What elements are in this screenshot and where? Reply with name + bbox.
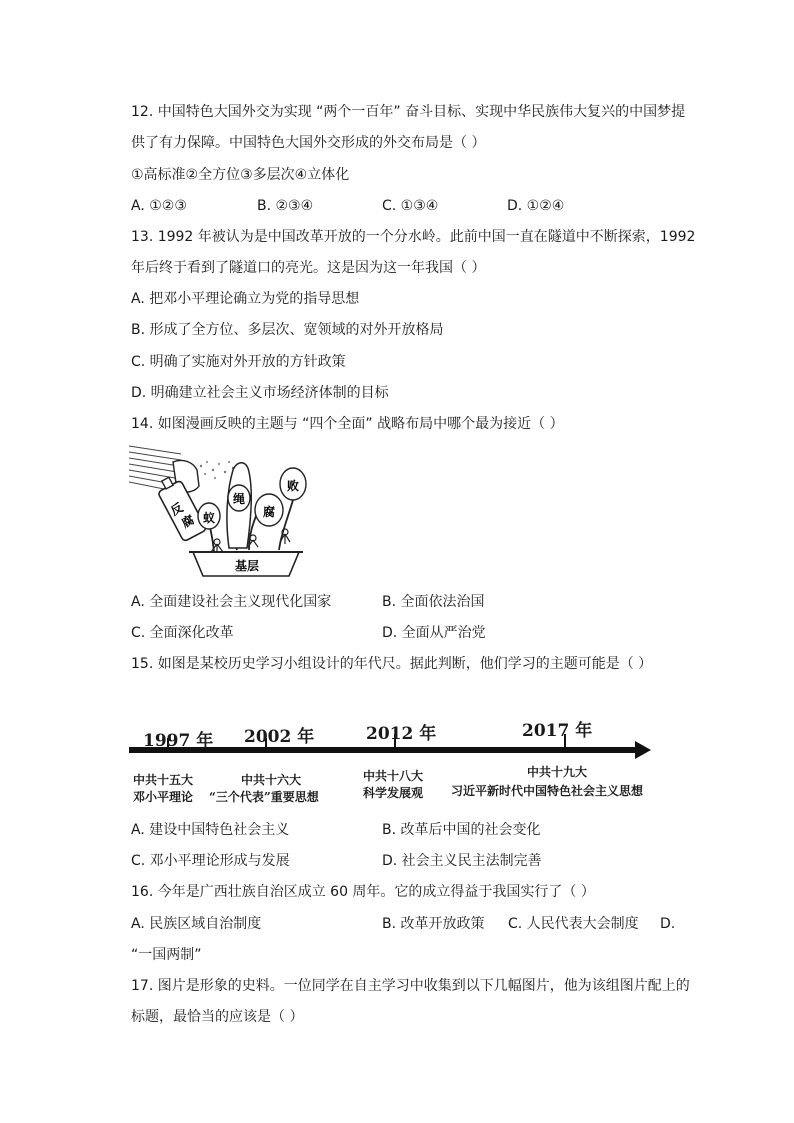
q13-option-b: B. 形成了全方位、多层次、宽领域的对外开放格局 (131, 322, 444, 338)
timeline-arrowhead (635, 741, 651, 759)
q15-stem: 15. 如图是某校历史学习小组设计的年代尺。据此判断，他们学习的主题可能是（ ） (131, 656, 653, 672)
q13-option-c: C. 明确了实施对外开放的方针政策 (131, 354, 346, 370)
q16-stem: 16. 今年是广西壮族自治区成立 60 周年。它的成立得益于我国实行了（ ） (131, 884, 595, 900)
q13-option-d: D. 明确建立社会主义市场经济体制的目标 (131, 385, 389, 401)
q16-option-d-text: “一国两制” (131, 947, 202, 963)
spray-mist (200, 461, 234, 479)
q15-option-c: C. 邓小平理论形成与发展 (131, 853, 290, 869)
timeline-event-1997-line2: 邓小平理论 (133, 790, 194, 804)
q16-option-a: A. 民族区域自治制度 (131, 916, 262, 932)
q16-option-b: B. 改革开放政策 (382, 916, 485, 932)
timeline-event-2002-line2: “三个代表”重要思想 (209, 790, 319, 804)
anti-corruption-cartoon (129, 440, 334, 580)
timeline-event-2012-line2: 科学发展观 (363, 786, 424, 800)
q13-stem-line2: 年后终于看到了隧道口的亮光。这是因为这一年我国（ ） (131, 260, 486, 276)
word-rope: 绳 (233, 492, 246, 506)
word-fail: 败 (287, 479, 300, 493)
timeline-year-2017: 2017 年 (522, 721, 593, 741)
q12-option-d: D. ①②④ (507, 198, 565, 214)
timeline-year-2012: 2012 年 (366, 724, 437, 744)
q15-option-d: D. 社会主义民主法制完善 (382, 853, 542, 869)
q14-option-d: D. 全面从严治党 (382, 625, 486, 641)
q14-option-c: C. 全面深化改革 (131, 625, 234, 641)
q13-option-a: A. 把邓小平理论确立为党的指导思想 (131, 291, 360, 307)
spray-label-2: 腐 (179, 512, 197, 531)
q12-option-b: B. ②③④ (257, 198, 314, 214)
q12-items: ①高标准②全方位③多层次④立体化 (131, 167, 350, 183)
q14-option-a: A. 全面建设社会主义现代化国家 (131, 594, 332, 610)
q14-option-b: B. 全面依法治国 (382, 594, 485, 610)
timeline-event-2012-line1: 中共十八大 (363, 769, 424, 783)
timeline-event-2002-line1: 中共十六大 (241, 773, 302, 787)
q16-option-d: D. (660, 916, 676, 932)
pot-label: 基层 (235, 559, 260, 573)
spray-label-1: 反 (168, 500, 186, 519)
q12-option-a: A. ①②③ (131, 198, 187, 214)
timeline-figure (129, 712, 675, 808)
q12-stem-line2: 供了有力保障。中国特色大国外交形成的外交布局是（ ） (131, 135, 486, 151)
q16-option-c: C. 人民代表大会制度 (508, 916, 639, 932)
q12-stem-line1: 12. 中国特色大国外交为实现 “两个一百年” 奋斗目标、实现中华民族伟大复兴的中国梦提 (131, 104, 686, 120)
timeline-event-2017-line1: 中共十九大 (527, 765, 588, 779)
timeline-event-2017-line2: 习近平新时代中国特色社会主义思想 (451, 784, 644, 798)
q15-option-a: A. 建设中国特色社会主义 (131, 822, 290, 838)
q14-stem: 14. 如图漫画反映的主题与 “四个全面” 战略布局中哪个最为接近（ ） (131, 416, 564, 432)
q17-stem-line2: 标题，最恰当的应该是（ ） (131, 1009, 304, 1025)
word-rot: 腐 (263, 505, 276, 519)
q15-option-b: B. 改革后中国的社会变化 (382, 822, 541, 838)
q12-option-c: C. ①③④ (382, 198, 439, 214)
q17-stem-line1: 17. 图片是形象的史料。一位同学在自主学习中收集到以下几幅图片，他为该组图片配上的 (131, 978, 690, 994)
timeline-year-1997: 1997 年 (143, 731, 214, 751)
q13-stem-line1: 13. 1992 年被认为是中国改革开放的一个分水岭。此前中国一直在隧道中不断探索，1992 (131, 229, 696, 245)
timeline-year-2002: 2002 年 (244, 727, 315, 747)
word-ant: 蚁 (203, 511, 216, 525)
timeline-event-1997-line1: 中共十五大 (133, 773, 194, 787)
